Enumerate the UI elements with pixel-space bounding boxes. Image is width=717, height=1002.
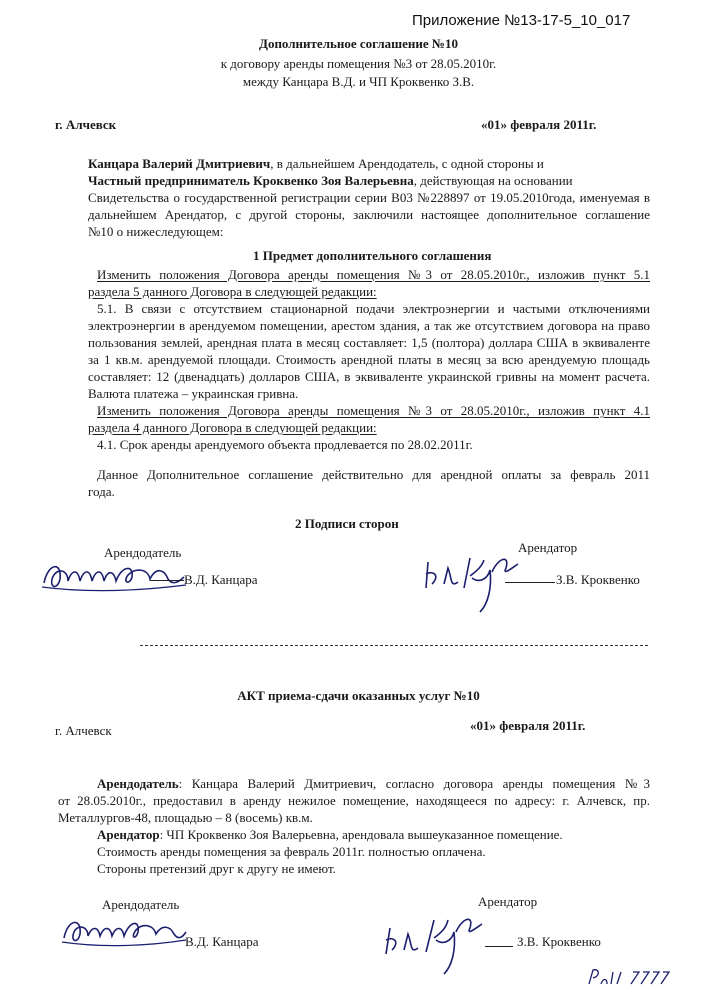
tenant-full-name: Частный предприниматель Кроквенко Зоя Валерьевна [88,173,414,188]
act-p2-line [97,826,563,843]
act-p1-line-1 [97,775,650,792]
s1-line-8: Валюта платежа – украинская гривна. [88,386,299,401]
act-p1-line-2: от 28.05.2010г., предоставил в аренду нежилое помещение, находящееся по адресу: г. Алчевск, пр. [58,793,650,808]
section-2-title: 2 Подписи сторон [295,516,399,531]
act-p1-line-1-rest: : Канцара Валерий Дмитриевич, согласно договора аренды помещения №3 [178,776,650,791]
agreement-city: г. Алчевск [55,117,117,132]
landlord-signature-2 [58,910,188,952]
separator-dashed [140,645,648,646]
tenant-signature-1 [418,548,538,618]
landlord-signature-1 [38,555,188,597]
section-1-title: 1 Предмет дополнительного соглашения [253,248,492,263]
intro-line-2 [88,172,573,189]
s1-line-6: за 1 кв.м. арендуемой площади. Стоимость арендной платы в месяц за всю арендуемую площадь [88,352,650,367]
act-landlord-label: Арендодатель [102,897,180,912]
s1-line-12: Данное Дополнительное соглашение действительно для арендной оплаты за февраль 2011 [97,467,650,482]
intro-line-5: №10 о нижеследующем: [88,224,224,239]
act-tenant-label: Арендатор [478,894,538,909]
agreement-subtitle-contract: к договору аренды помещения №3 от 28.05.2010г. [220,56,497,71]
s1-line-11: 4.1. Срок аренды арендуемого объекта продлевается по 28.02.2011г. [97,437,473,452]
act-p4-line: Стороны претензий друг к другу не имеют. [97,861,336,876]
landlord-signature-line-1 [150,580,184,581]
intro-line-1-rest: , в дальнейшем Арендодатель, с одной стороны и [270,156,544,171]
agreement-landlord-name: В.Д. Канцара [184,572,258,587]
archive-handwritten-mark [585,966,675,990]
agreement-tenant-label: Арендатор [518,540,578,555]
s1-line-2: раздела 5 данного Договора в следующей редакции: [88,284,377,299]
act-p1-line-3: Металлургов-48, площадью – 8 (восемь) кв.м. [58,810,313,825]
intro-line-4: дальнейшем Арендатор, с другой стороны, заключили настоящее дополнительное соглашение [88,207,650,222]
s1-line-10: раздела 4 данного Договора в следующей редакции: [88,420,377,435]
tenant-signature-line-1 [505,582,555,583]
tenant-signature-2 [378,906,498,978]
s1-line-1: Изменить положения Договора аренды помещения №3 от 28.05.2010г., изложив пункт 5.1 [97,267,650,282]
act-p2-rest: : ЧП Кроквенко Зоя Валерьевна, арендовала вышеуказанное помещение. [159,827,563,842]
agreement-landlord-label: Арендодатель [104,545,182,560]
act-landlord-label-inline: Арендодатель [97,776,179,791]
act-date: «01» февраля 2011г. [470,718,586,733]
intro-line-1 [88,155,544,172]
s1-line-5: пользования землей, арендная плата в месяц составляет: 1,5 (полтора) доллара США в эквиваленте [88,335,650,350]
s1-line-3: 5.1. В связи с отсутствием стационарной подачи электроэнергии и частыми отключениями [97,301,650,316]
agreement-subtitle-parties: между Канцара В.Д. и ЧП Кроквенко З.В. [242,74,475,89]
attachment-number: Приложение №13-17-5_10_017 [412,12,631,29]
intro-line-3: Свидетельства о государственной регистрации серии В03 №228897 от 19.05.2010года, именуемая в [88,190,650,205]
s1-line-7: составляет: 12 (двенадцать) долларов США, в эквиваленте украинской гривны на момент расчета. [88,369,650,384]
s1-line-4: электроэнергии в арендуемом помещении, арестом здания, а так же отсутствием договора на право [88,318,650,333]
agreement-title: Дополнительное соглашение №10 [259,36,458,51]
agreement-date: «01» февраля 2011г. [481,117,597,132]
act-title: АКТ приема-сдачи оказанных услуг №10 [237,688,480,703]
intro-line-2-rest: , действующая на основании [413,173,573,188]
act-city: г. Алчевск [55,723,112,738]
act-tenant-label-inline: Арендатор [97,827,160,842]
act-p3-line: Стоимость аренды помещения за февраль 2011г. полностью оплачена. [97,844,486,859]
landlord-full-name: Канцара Валерий Дмитриевич [88,156,271,171]
s1-line-13: года. [88,484,115,499]
act-landlord-name: В.Д. Канцара [185,934,259,949]
agreement-tenant-name: З.В. Кроквенко [556,572,640,587]
act-tenant-name: З.В. Кроквенко [517,934,601,949]
s1-line-9: Изменить положения Договора аренды помещения №3 от 28.05.2010г., изложив пункт 4.1 [97,403,650,418]
tenant-signature-line-2 [485,946,513,947]
